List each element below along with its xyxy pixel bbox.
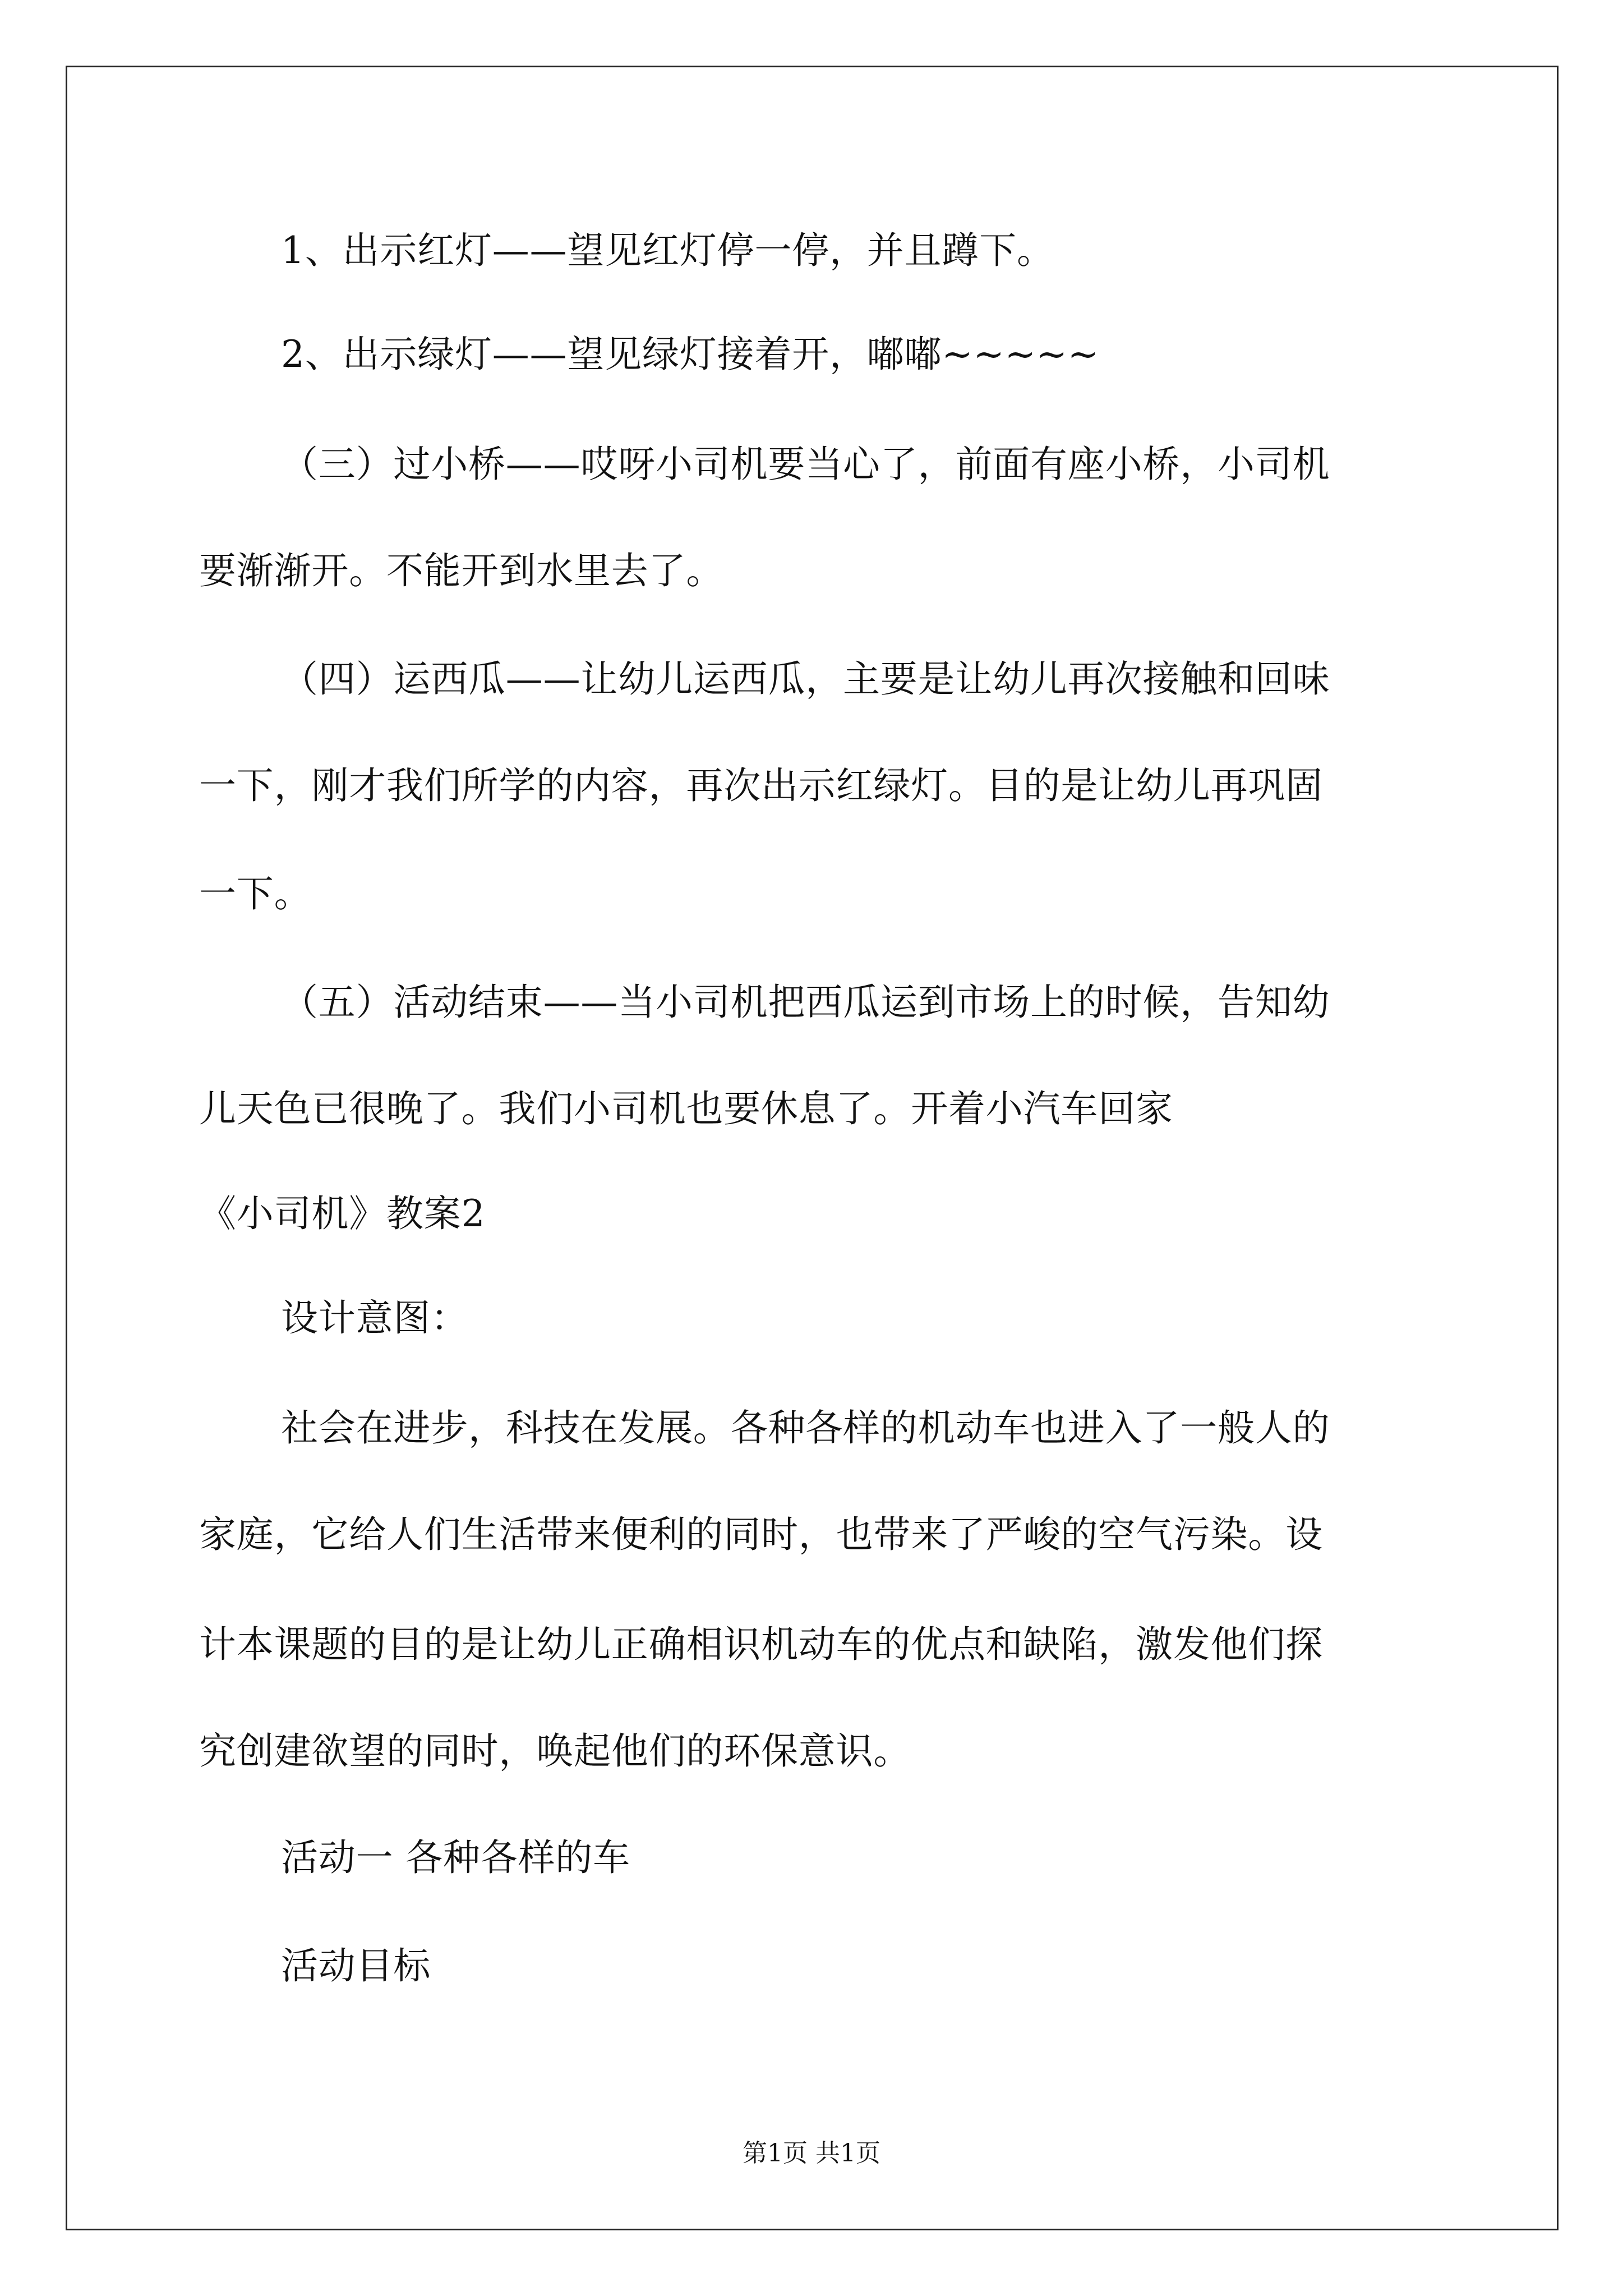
text-line: 家庭，它给人们生活带来便利的同时，也带来了严峻的空气污染。设 (199, 1513, 1323, 1556)
page-footer: 第1页 共1页 (743, 2139, 880, 2168)
text-line: 儿天色已很晚了。我们小司机也要休息了。开着小汽车回家 (199, 1087, 1173, 1130)
text-line: （四）运西瓜——让幼儿运西瓜，主要是让幼儿再次接触和回味 (281, 657, 1330, 701)
text-line: 一下。 (199, 872, 312, 915)
text-line: 2、出示绿灯——望见绿灯接着开，嘟嘟~~~~~ (281, 333, 1099, 376)
text-line: 一下，刚才我们所学的内容，再次出示红绿灯。目的是让幼儿再巩固 (199, 764, 1323, 807)
text-line: 计本课题的目的是让幼儿正确相识机动车的优点和缺陷，激发他们探 (199, 1623, 1323, 1666)
text-line: （五）活动结束——当小司机把西瓜运到市场上的时候，告知幼 (281, 981, 1330, 1024)
page-border (66, 66, 1559, 2230)
text-line: 社会在进步，科技在发展。各种各样的机动车也进入了一般人的 (281, 1406, 1330, 1450)
text-line: 究创建欲望的同时，唤起他们的环保意识。 (199, 1729, 911, 1773)
section-heading: 《小司机》教案2 (199, 1192, 486, 1235)
text-line: 设计意图： (281, 1296, 468, 1340)
text-line: 1、出示红灯——望见红灯停一停，并且蹲下。 (281, 229, 1054, 272)
text-line: 活动目标 (281, 1944, 431, 1987)
text-line: 活动一 各种各样的车 (281, 1836, 630, 1879)
text-line: （三）过小桥——哎呀小司机要当心了，前面有座小桥，小司机 (281, 443, 1330, 486)
text-line: 要渐渐开。不能开到水里去了。 (199, 549, 724, 592)
